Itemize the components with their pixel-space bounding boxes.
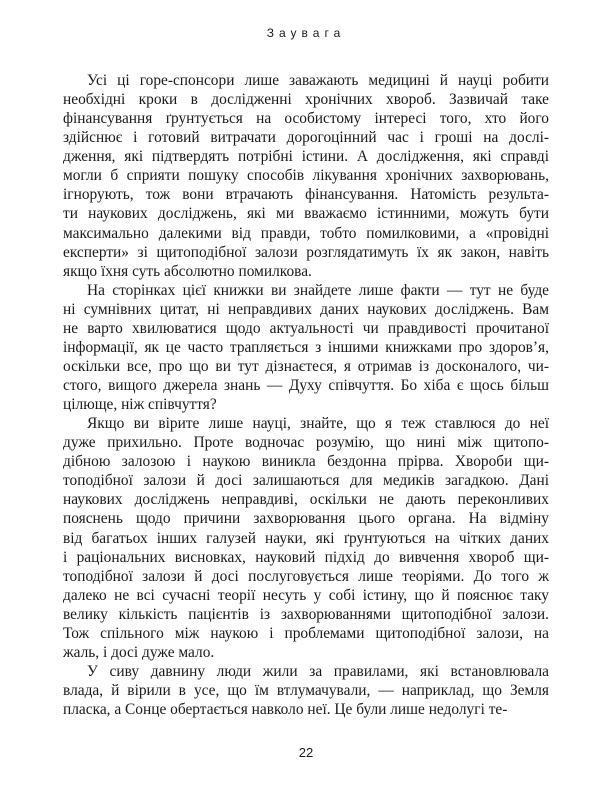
paragraph	[63, 71, 549, 281]
text-line: від багатьох інших галузей науки, які ґрунтуються на чітких даних	[63, 529, 549, 547]
text-line: У сиву давнину люди жили за правилами, які встановлювала	[87, 662, 549, 680]
text-line: здійснює і готовий витрачати дорогоцінний час і гроші на дослі-	[63, 129, 549, 147]
text-line: велику кількість пацієнтів із захворюваннями щитоподібної залози.	[63, 605, 549, 623]
text-line: Усі ці горе-спонсори лише заважають медицині й науці робити	[87, 72, 549, 89]
text-line: дуже прихильно. Проте водночас розумію, що нині між щитопо-	[63, 434, 549, 452]
text-line: могли б сприяти пошуку способів лікування хронічних захворювань,	[63, 167, 549, 185]
text-line: стого, вищого джерела знань — Духу співчуття. Бо хіба є щось більш	[63, 377, 549, 394]
text-line: жаль, і досі дуже мало.	[63, 643, 215, 661]
text-line: ігнорують, тож вони втрачають фінансування. Натомість результа-	[63, 186, 549, 204]
body-text	[63, 71, 549, 719]
text-line: цілюще, ніж співчуття?	[63, 396, 217, 414]
text-line: Якщо ви вірите лише науці, знайте, що я теж ставлюся до неї	[87, 415, 549, 433]
text-line: експерти» зі щитоподібної залози розглядатимуть їх як закон, навіть	[63, 243, 549, 261]
text-line: оскільки все, про що ви тут дізнаєтеся, я отримав із досконалого, чи-	[63, 357, 549, 375]
text-line: топодібної залози й досі послуговується лише теоріями. До того ж	[63, 567, 549, 585]
page-number: 22	[298, 745, 314, 760]
text-line: наукових досліджень неправдиві, оскільки не дають переконливих	[63, 491, 549, 509]
text-line: Тож спільного між наукою і проблемами щитоподібної залози, на	[63, 624, 549, 642]
text-line: далеко не всі сучасні теорії несуть у собі істину, що й пояснює таку	[63, 586, 549, 604]
text-line: інформації, як це часто трапляється з іншими книжками про здоров’я,	[63, 338, 549, 356]
running-head: Заувага	[266, 26, 346, 40]
text-line: якщо їхня суть абсолютно помилкова.	[63, 262, 312, 280]
text-line: і раціональних висновках, науковий підхід до вивчення хвороб щи-	[63, 548, 549, 566]
text-line: ні сумнівних цитат, ні неправдивих даних наукових досліджень. Вам	[63, 300, 549, 318]
paragraph	[63, 662, 549, 719]
text-line: фінансування ґрунтується на особистому інтересі того, хто його	[63, 110, 549, 128]
text-line: пояснень щодо причини захворювання цього органа. На відміну	[63, 510, 549, 528]
paragraph	[63, 414, 549, 662]
text-line: максимально далекими від правди, тобто помилковими, а «провідні	[63, 224, 549, 242]
text-line: На сторінках цієї книжки ви знайдете лише факти — тут не буде	[87, 281, 549, 299]
text-line: пласка, а Сонце обертається навколо неї. Це були лише недолугі те-	[63, 701, 508, 719]
text-line: дібною залозою і наукою виникла бездонна прірва. Хвороби щи-	[63, 453, 549, 471]
text-line: топодібної залози й досі залишаються для медиків загадкою. Дані	[63, 472, 549, 490]
text-line: влада, й вірили в усе, що їм втлумачували, — наприклад, що Земля	[63, 682, 549, 699]
paragraph	[63, 281, 549, 414]
text-line: дження, які підтвердять потрібні істини. А дослідження, які справді	[63, 148, 549, 166]
text-line: не варто хвилюватися щодо актуальності чи правдивості прочитаної	[63, 319, 549, 337]
text-line: ти наукових досліджень, які ми вважаємо істинними, можуть бути	[63, 205, 549, 223]
text-line: необхідні кроки в дослідженні хронічних хвороб. Зазвичай таке	[63, 91, 549, 109]
